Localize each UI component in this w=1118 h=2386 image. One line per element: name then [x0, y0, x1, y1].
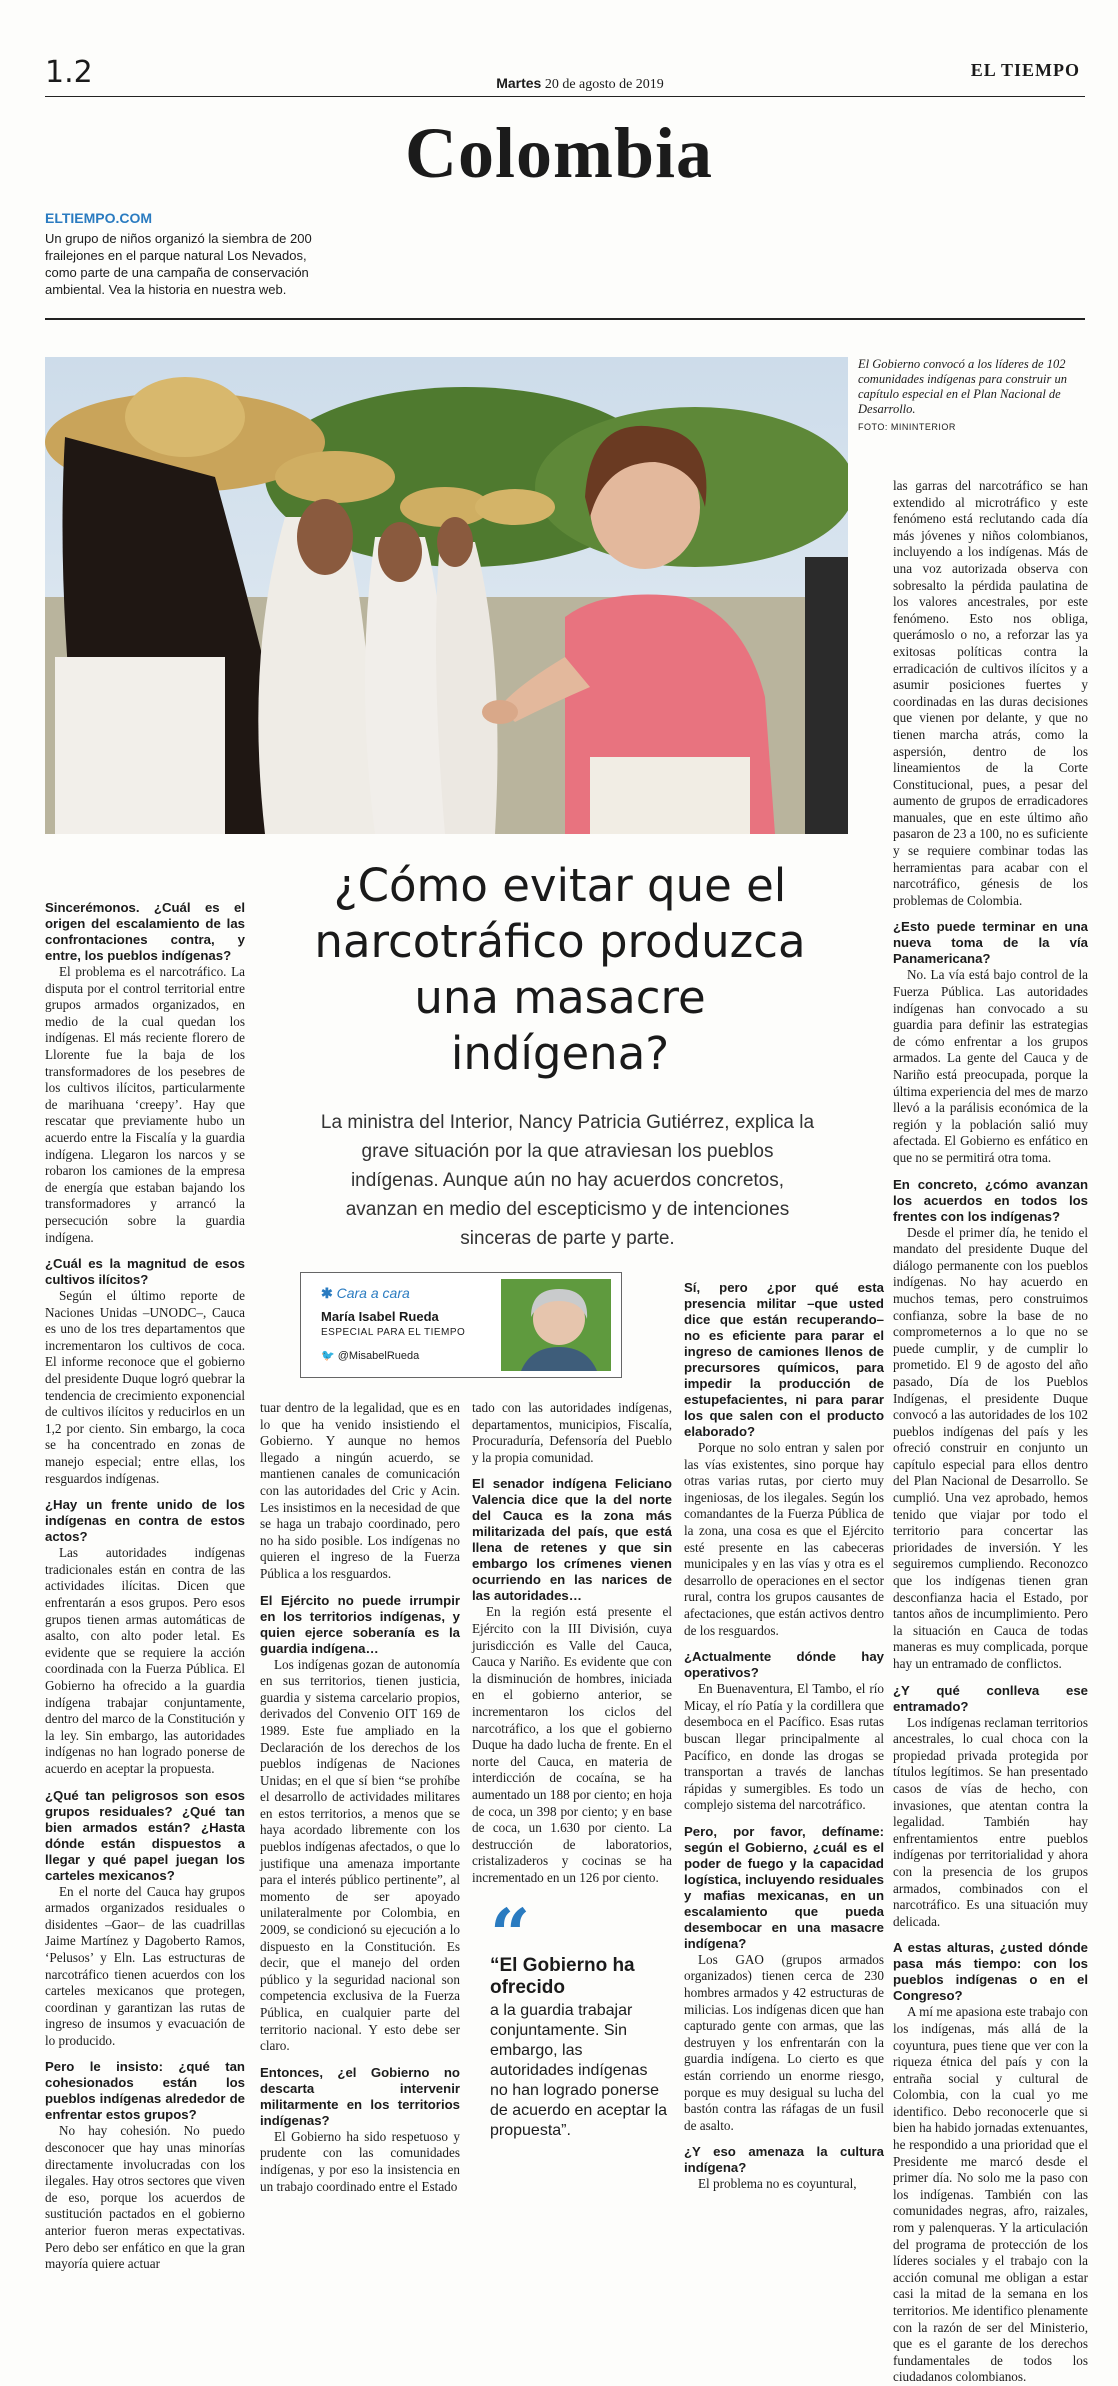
answer: No. La vía está bajo control de la Fuerza Pública. Las autoridades indígenas han convocado a su guardia para definir las estrategias de cómo enfrentar a los grupos armados. La gente del Cauca y de Nariño está preocupada, porque la última experiencia del mes de marzo llevó a la parálisis económica de la región y la población salió muy afectada. El Gobierno es enfático en que no se permitirá otra toma. [893, 967, 1088, 1165]
photo-caption-text: El Gobierno convocó a los líderes de 102 comunidades indígenas para construir un capítulo especial en el Plan Nacional de Desarrollo. [858, 357, 1068, 416]
answer: El problema no es coyuntural, [698, 2176, 857, 2192]
quote-mark-icon: “ [490, 1893, 531, 1976]
byline-twitter[interactable]: 🐦 @MisabelRueda [321, 1350, 420, 1362]
byline-card [300, 1272, 622, 1378]
pull-quote-lead: “El Gobierno ha ofrecido [490, 1955, 635, 1998]
answer: En la región está presente el Ejército con la III División, cuya jurisdicción es Valle del Cauca, Cauca y Nariño. Es evidente que con la disminución de hombres, iniciada en el gobierno anterior, se incrementaron los ciclos del narcotráfico, a los que el gobierno Duque ha dado lucha de frente. En el norte del Cauca, en materia de interdicción de cocaína, se ha aumentado un 188 por ciento; en hoja de coca, un 398 por ciento; y en base de coca, un 1.630 por ciento. La destrucción de laboratorios, cristalizaderos y cocinas se ha incrementado en un 126 por ciento. [472, 1604, 672, 1885]
byline-role: ESPECIAL PARA EL TIEMPO [321, 1327, 466, 1338]
question: En concreto, ¿cómo avanzan los acuerdos en todos los frentes con los indígenas? [893, 1176, 1088, 1224]
question: ¿Hay un frente unido de los indígenas en contra de estos actos? [45, 1497, 245, 1545]
header-rule [45, 96, 1085, 97]
pull-quote [490, 1955, 668, 2141]
column-5 [893, 478, 1088, 2386]
answer: Los indígenas gozan de autonomía en sus territorios, tienen justicia, guardia y sistema carcelario propios, derivados del Convenio OIT 169 de 1989. Este fue ampliado en la Declaración de los derechos de los pueblos indígenas de Naciones Unidas; en el que sí bien “se prohíbe el desarrollo de actividades militares en estos territorios, a menos que se haya acordado libremente con los pueblos indígenas afectados, o que lo justifique una amenaza importante para el interés público pertinente”, al momento de ser apoyado unilateralmente por Colombia, en 2009, se condicionó su ejecución a lo dispuesto en la Constitución. Es decir, que el manejo del orden público y la seguridad nacional son competencia exclusiva de la Fuerza Pública, en cualquier parte del territorio nacional. Y esto debe ser claro. [260, 1656, 460, 2054]
column-4 [684, 1280, 884, 2193]
main-photo [45, 357, 848, 834]
page-number: 1.2 [45, 55, 93, 90]
section-rule [45, 318, 1085, 320]
byline-kicker: ✱ Cara a cara [321, 1285, 410, 1301]
question: ¿Y qué conlleva ese entramado? [893, 1682, 1088, 1714]
answer: Las autoridades indígenas tradicionales están en contra de las actividades ilícitas. Dicen que enfrentarán a esos grupos. Pero esos grupos tienen armas automáticas de asalto, con alto poder letal. Es evidente que se requiere la acción coordinada con la Fuerza Pública. El Gobierno ha ofrecido a la guardia indígena trabajar conjuntamente, dentro del marco de la Constitución y la ley. Sin embargo, las autoridades indígenas no han logrado ponerse de acuerdo en aceptar la propuesta. [45, 1545, 245, 1776]
byline-name: María Isabel Rueda [321, 1309, 439, 1324]
question: A estas alturas, ¿usted dónde pasa más tiempo: con los pueblos indígenas o en el Congreso? [893, 1940, 1088, 2004]
answer: las garras del narcotráfico se han extendido al microtráfico y este fenómeno está reclutando cada día más jóvenes y niños colombianos, incluyendo a los indígenas. Más de una voz autorizada observa con sobresalto la pérdida paulatina de los valores ancestrales, por este fenómeno. Esto nos obliga, querámoslo o no, a reforzar las ya exitosas políticas contra la erradicación de cultivos ilícitos y a asumir posiciones fuertes y coordinadas en las duras decisiones que vienen por delante, y que no tienen marcha atrás, como la aspersión, dentro de los lineamientos de la Corte Constitucional, pues, a pesar del aumento de grupos de erradicadores manuales, que en este último año pasaron de 23 a 100, no es suficiente y se requiere combinar todas las herramientas para acabar con el narcotráfico, génesis de los problemas de Colombia. [893, 478, 1088, 908]
column-1 [45, 900, 245, 2273]
issue-date [440, 75, 720, 93]
article-deck: La ministra del Interior, Nancy Patricia Gutiérrez, explica la grave situación por la que atraviesan los pueblos indígenas. Aunque aún no hay acuerdos concretos, avanzan en medio del escepticismo y de intenciones sinceras de parte y parte. [320, 1112, 815, 1249]
answer: Los GAO (grupos armados organizados) tienen cerca de 230 hombres armados y 42 estructuras de milicias. Los indígenas dicen que han capturado gente con armas, que las destruyen y los enfrentarán con la guardia indígena. Lo cierto es que están corriendo un enorme riesgo, porque es muy desigual su lucha del bastón contra las ráfagas de un fusil de asalto. [684, 1951, 884, 2133]
answer: tado con las autoridades indígenas, departamentos, municipios, Fiscalía, Procuraduría, Defensoría del Pueblo y la propia comunidad. [472, 1400, 672, 1465]
question: Entonces, ¿el Gobierno no descarta intervenir militarmente en los territorios indígenas? [260, 2064, 460, 2128]
answer: tuar dentro de la legalidad, que es en lo que ha venido insistiendo el Gobierno. Y aunque no hemos llegado a ningún acuerdo, se mantienen canales de comunicación con las autoridades del Cric y Acin. Les insistimos en la necesidad de que se haga un trabajo coordinado, pero no ha sido posible. Los indígenas no quieren el ingreso de la Fuerza Pública a los resguardos. [260, 1400, 460, 1581]
article-headline: ¿Cómo evitar que el narcotráfico produzca una masacre indígena? [314, 859, 806, 1080]
column-2 [260, 1400, 460, 2195]
photo-credit: FOTO: MININTERIOR [858, 422, 956, 432]
question: ¿Qué tan peligrosos son esos grupos residuales? ¿Qué tan bien armados están? ¿Hasta dónde están dispuestos a llegar y qué papel juegan los carteles mexicanos? [45, 1787, 245, 1883]
column-3 [472, 1400, 672, 1886]
answer: El Gobierno ha sido respetuoso y prudente con las comunidades indígenas, y por eso la insistencia en un trabajo coordinado entre el Estado [260, 2128, 460, 2194]
issue-day: Martes [496, 75, 542, 91]
web-label[interactable]: ELTIEMPO.COM [45, 210, 153, 226]
answer: El problema es el narcotráfico. La disputa por el control territorial entre grupos armados organizados, en medio de la cual quedan los indígenas. El más reciente florero de Llorente fue la baja de los transformadores de los pesebres de los cultivos ilícitos, particularmente de marihuana ‘creepy’. Hay que rescatar que previamente hubo un acuerdo entre la Fiscalía y la guardia indígena. Llegaron los narcos y se robaron los camiones de la empresa de energía que estaban bajando los transformadores y arrancó la persecución sobre la guardia indígena. [45, 964, 245, 1245]
answer: En el norte del Cauca hay grupos armados organizados residuales o disidentes –Gaor– de las cuadrillas Jaime Martínez y Dagoberto Ramos, ‘Pelusos’ y Eln. Las estructuras de narcotráfico tienen acuerdos con los carteles mexicanos que protegen, coordinan y garantizan las rutas de ingreso de insumos y evacuación de lo producido. [45, 1883, 245, 2048]
author-portrait [501, 1279, 611, 1371]
question: Sincerémonos. ¿Cuál es el origen del escalamiento de las confrontaciones contra, y entre, los pueblos indígenas? [45, 900, 245, 963]
answer: Porque no solo entran y salen por las vías existentes, sino porque hay otras varias rutas, por cierto muy ingeniosas, de los ilegales. Según los comandantes de la Fuerza Pública de la zona, una cosa es que el Ejército esté presente en las cabeceras municipales y en las vías y otra es el desarrollo de operaciones en el sector rural, contra los grupos causantes de afectaciones, que están activos dentro de los resguardos. [684, 1440, 884, 1638]
pull-quote-text: a la guardia trabajar conjuntamente. Sin embargo, las autoridades indígenas no han logrado ponerse de acuerdo en aceptar la propuesta”. [490, 2002, 668, 2139]
question: ¿Y eso amenaza la cultura indígena? [684, 2144, 884, 2176]
question: El senador indígena Feliciano Valencia dice que la del norte del Cauca es la zona más militarizada del país, que está llena de retenes y que sin embargo los crímenes vienen ocurriendo en las narices de las autoridades… [472, 1476, 672, 1604]
question: Pero le insisto: ¿qué tan cohesionados están los pueblos indígenas alrededor de enfrentar estos grupos? [45, 2059, 245, 2123]
twitter-icon: 🐦 [321, 1350, 335, 1362]
question: ¿Cuál es la magnitud de esos cultivos ilícitos? [45, 1256, 245, 1288]
issue-date-text: 20 de agosto de 2019 [544, 77, 664, 92]
answer: A mí me apasiona este trabajo con los indígenas, más allá de la coyuntura, pues tiene que ver con la riqueza étnica del país y con la entraña social y cultural de Colombia, con la cual yo me identifico. Debo reconocerle que si bien ha habido jornadas extenuantes, he respondido a una prioridad que el Presidente me marcó desde el primer día. No solo me la paso con los indígenas. También con las comunidades negras, afro, raizales, rom y palenqueras. Y la articulación del programa de protección de los líderes sociales y el trabajo con la acción comunal me obligan a estar casi la mitad de la semana en los territorios. Me identifico plenamente con la razón de ser del Ministerio, que es el garante de los derechos fundamentales de todos los ciudadanos colombianos. [893, 2004, 1088, 2385]
web-teaser: Un grupo de niños organizó la siembra de 200 frailejones en el parque natural Los Nevados, como parte de una campaña de conservación ambiental. Vea la historia en nuestra web. [45, 231, 312, 297]
photo-caption [858, 357, 1088, 435]
answer: Desde el primer día, he tenido el mandato del presidente Duque del diálogo permanente con los pueblos indígenas. No hay acuerdo en muchos temas, pero construimos confianza, sobre la base de no comprometernos a lo que no se puede cumplir, y de cumplir lo prometido. El 9 de agosto del año pasado, Día de los Pueblos Indígenas, el presidente Duque convocó a las autoridades de los 102 pueblos indígenas del país y les ofreció construir en conjunto un capítulo especial para ellos dentro del Plan Nacional de Desarrollo. Se cumplió. Una vez aprobado, hemos tenido que viajar por todo el territorio para concertar las prioridades de inversión. Y les seguiremos cumpliendo. Reconozco que los indígenas tienen gran desconfianza hacia el Estado, por tantos años de incumplimiento. Pero la situación en Cauca de todas maneras es muy complicada, porque hay un entramado de conflictos. [893, 1224, 1088, 1671]
answer: Según el último reporte de Naciones Unidas –UNODC–, Cauca es uno de los tres departamentos que incrementaron los cultivos de coca. El informe reconoce que el gobierno del presidente Duque logró quebrar la tendencia de crecimiento exponencial de cultivos ilícitos y reducirlos en un 1,2 por ciento. Sin embargo, la coca se ha concentrado en zonas de manejo especial; entre ellas, los resguardos indígenas. [45, 1288, 245, 1486]
question: Pero, por favor, defíname: según el Gobierno, ¿cuál es el poder de fuego y la capacidad logística, incluyendo residuales y mafias mexicanas, en un escalamiento que pueda desembocar en una masacre indígena? [684, 1823, 884, 1951]
brand-logo: EL TIEMPO [970, 60, 1080, 80]
question: El Ejército no puede irrumpir en los territorios indígenas, y quien ejerce soberanía es la guardia indígena… [260, 1592, 460, 1656]
answer: En Buenaventura, El Tambo, el río Micay, el río Patía y la cordillera que desemboca en el Pacífico. Esas rutas buscan llegar principalmente al Pacífico, en donde las drogas se transportan a través de lanchas rápidas y sumergibles. Es todo un complejo sistema del narcotráfico. [684, 1681, 884, 1813]
photo-illustration [45, 357, 848, 834]
question: ¿Esto puede terminar en una nueva toma de la vía Panamericana? [893, 919, 1088, 967]
answer: No hay cohesión. No puedo desconocer que hay unas minorías directamente involucradas con los ilegales. Hay otros sectores que viven de eso, porque los acuerdos de sustitución pactados en el gobierno anterior fueron meras expectativas. Pero debo ser enfático en que la gran mayoría quiere actuar [45, 2123, 245, 2272]
answer: Los indígenas reclaman territorios ancestrales, lo cual choca con la propiedad privada protegida por títulos legítimos. Se han presentado casos de vías de hecho, con invasiones, que atentan contra la legalidad. También hay enfrentamientos entre pueblos indígenas por territorialidad y ahora con la presencia de los grupos armados, combinados con el narcotráfico. Es una situación muy delicada. [893, 1714, 1088, 1929]
question: ¿Actualmente dónde hay operativos? [684, 1649, 884, 1681]
section-title: Colombia [404, 113, 714, 193]
asterisk-icon: ✱ [321, 1285, 333, 1301]
question: Sí, pero ¿por qué esta presencia militar –que usted dice que están recuperando– no es eficiente para parar el ingreso de camiones llenos de precursores químicos, para impedir la producción de estupefacientes, ni para parar los que salen con el producto elaborado? [684, 1280, 884, 1439]
